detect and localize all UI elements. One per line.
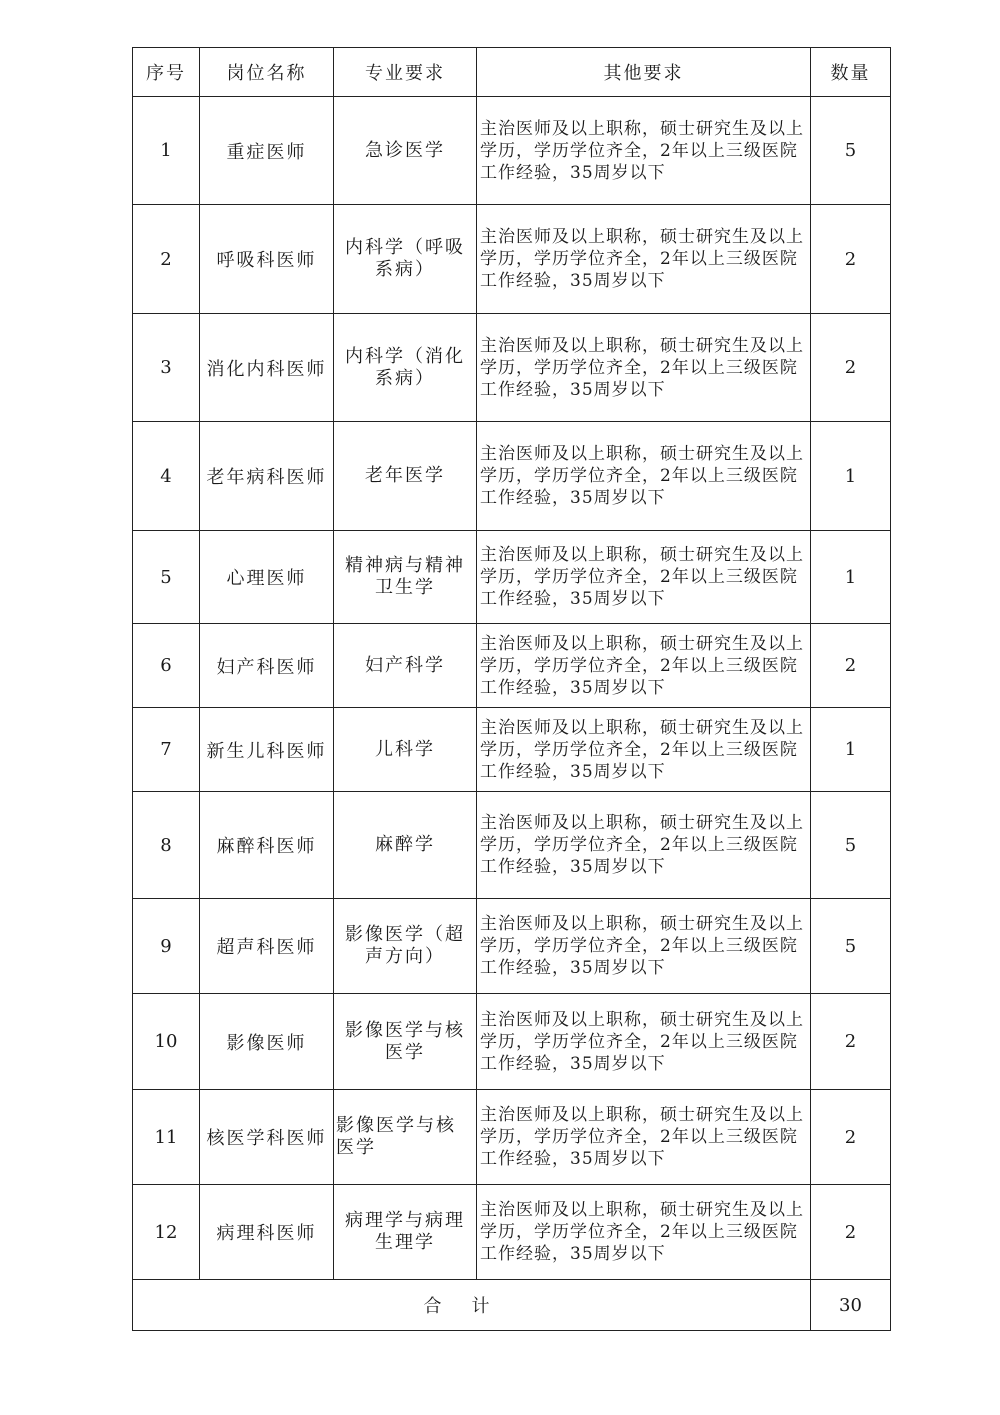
table-row (133, 422, 891, 531)
header-row (133, 48, 891, 97)
row-no: 10 (133, 994, 200, 1090)
row-other: 主治医师及以上职称，硕士研究生及以上学历，学历学位齐全，2年以上三级医院工作经验，35周岁以下 (477, 899, 811, 994)
row-count: 2 (811, 314, 891, 422)
row-no: 8 (133, 792, 200, 899)
header-no: 序号 (133, 48, 200, 97)
row-major: 儿科学 (334, 708, 477, 792)
row-count: 2 (811, 1090, 891, 1185)
row-other: 主治医师及以上职称，硕士研究生及以上学历，学历学位齐全，2年以上三级医院工作经验，35周岁以下 (477, 97, 811, 205)
row-count: 1 (811, 422, 891, 531)
row-other: 主治医师及以上职称，硕士研究生及以上学历，学历学位齐全，2年以上三级医院工作经验，35周岁以下 (477, 708, 811, 792)
table-row (133, 792, 891, 899)
row-position-name: 新生儿科医师 (200, 708, 334, 792)
header-position-name: 岗位名称 (200, 48, 334, 97)
row-no: 6 (133, 624, 200, 708)
row-count: 5 (811, 97, 891, 205)
row-other: 主治医师及以上职称，硕士研究生及以上学历，学历学位齐全，2年以上三级医院工作经验，35周岁以下 (477, 531, 811, 624)
row-other: 主治医师及以上职称，硕士研究生及以上学历，学历学位齐全，2年以上三级医院工作经验，35周岁以下 (477, 422, 811, 531)
row-count: 1 (811, 708, 891, 792)
row-no: 12 (133, 1185, 200, 1280)
header-other-requirement: 其他要求 (477, 48, 811, 97)
row-position-name: 心理医师 (200, 531, 334, 624)
row-major: 内科学（消化系病） (334, 314, 477, 422)
total-row (133, 1280, 891, 1331)
row-position-name: 重症医师 (200, 97, 334, 205)
row-position-name: 消化内科医师 (200, 314, 334, 422)
row-no: 1 (133, 97, 200, 205)
row-count: 2 (811, 994, 891, 1090)
row-major: 影像医学与核医学 (334, 1090, 477, 1185)
row-count: 1 (811, 531, 891, 624)
row-no: 11 (133, 1090, 200, 1185)
row-count: 2 (811, 1185, 891, 1280)
row-major: 精神病与精神卫生学 (334, 531, 477, 624)
row-no: 7 (133, 708, 200, 792)
row-other: 主治医师及以上职称，硕士研究生及以上学历，学历学位齐全，2年以上三级医院工作经验，35周岁以下 (477, 994, 811, 1090)
total-label: 合计 (133, 1280, 811, 1331)
row-position-name: 病理科医师 (200, 1185, 334, 1280)
row-other: 主治医师及以上职称，硕士研究生及以上学历，学历学位齐全，2年以上三级医院工作经验，35周岁以下 (477, 205, 811, 314)
header-major-requirement: 专业要求 (334, 48, 477, 97)
row-major: 妇产科学 (334, 624, 477, 708)
row-position-name: 妇产科医师 (200, 624, 334, 708)
row-count: 5 (811, 792, 891, 899)
table-row (133, 624, 891, 708)
table-row (133, 314, 891, 422)
row-position-name: 麻醉科医师 (200, 792, 334, 899)
row-major: 内科学（呼吸系病） (334, 205, 477, 314)
row-major: 麻醉学 (334, 792, 477, 899)
row-count: 2 (811, 205, 891, 314)
row-other: 主治医师及以上职称，硕士研究生及以上学历，学历学位齐全，2年以上三级医院工作经验，35周岁以下 (477, 314, 811, 422)
row-major: 老年医学 (334, 422, 477, 531)
header-count: 数量 (811, 48, 891, 97)
row-major: 影像医学与核医学 (334, 994, 477, 1090)
row-no: 3 (133, 314, 200, 422)
row-no: 4 (133, 422, 200, 531)
row-no: 9 (133, 899, 200, 994)
row-count: 2 (811, 624, 891, 708)
row-no: 2 (133, 205, 200, 314)
row-position-name: 影像医师 (200, 994, 334, 1090)
row-other: 主治医师及以上职称，硕士研究生及以上学历，学历学位齐全，2年以上三级医院工作经验，35周岁以下 (477, 1185, 811, 1280)
table-row (133, 97, 891, 205)
table-row (133, 708, 891, 792)
table-row (133, 899, 891, 994)
row-position-name: 老年病科医师 (200, 422, 334, 531)
row-no: 5 (133, 531, 200, 624)
row-major: 影像医学（超声方向） (334, 899, 477, 994)
total-count: 30 (811, 1280, 891, 1331)
table-row (133, 531, 891, 624)
table-row (133, 1090, 891, 1185)
row-position-name: 呼吸科医师 (200, 205, 334, 314)
row-position-name: 核医学科医师 (200, 1090, 334, 1185)
row-major: 病理学与病理生理学 (334, 1185, 477, 1280)
row-count: 5 (811, 899, 891, 994)
table-row (133, 1185, 891, 1280)
row-major: 急诊医学 (334, 97, 477, 205)
row-other: 主治医师及以上职称，硕士研究生及以上学历，学历学位齐全，2年以上三级医院工作经验，35周岁以下 (477, 624, 811, 708)
row-other: 主治医师及以上职称，硕士研究生及以上学历，学历学位齐全，2年以上三级医院工作经验，35周岁以下 (477, 792, 811, 899)
positions-table (132, 47, 891, 1331)
row-position-name: 超声科医师 (200, 899, 334, 994)
row-other: 主治医师及以上职称，硕士研究生及以上学历，学历学位齐全，2年以上三级医院工作经验，35周岁以下 (477, 1090, 811, 1185)
table-row (133, 205, 891, 314)
table-row (133, 994, 891, 1090)
